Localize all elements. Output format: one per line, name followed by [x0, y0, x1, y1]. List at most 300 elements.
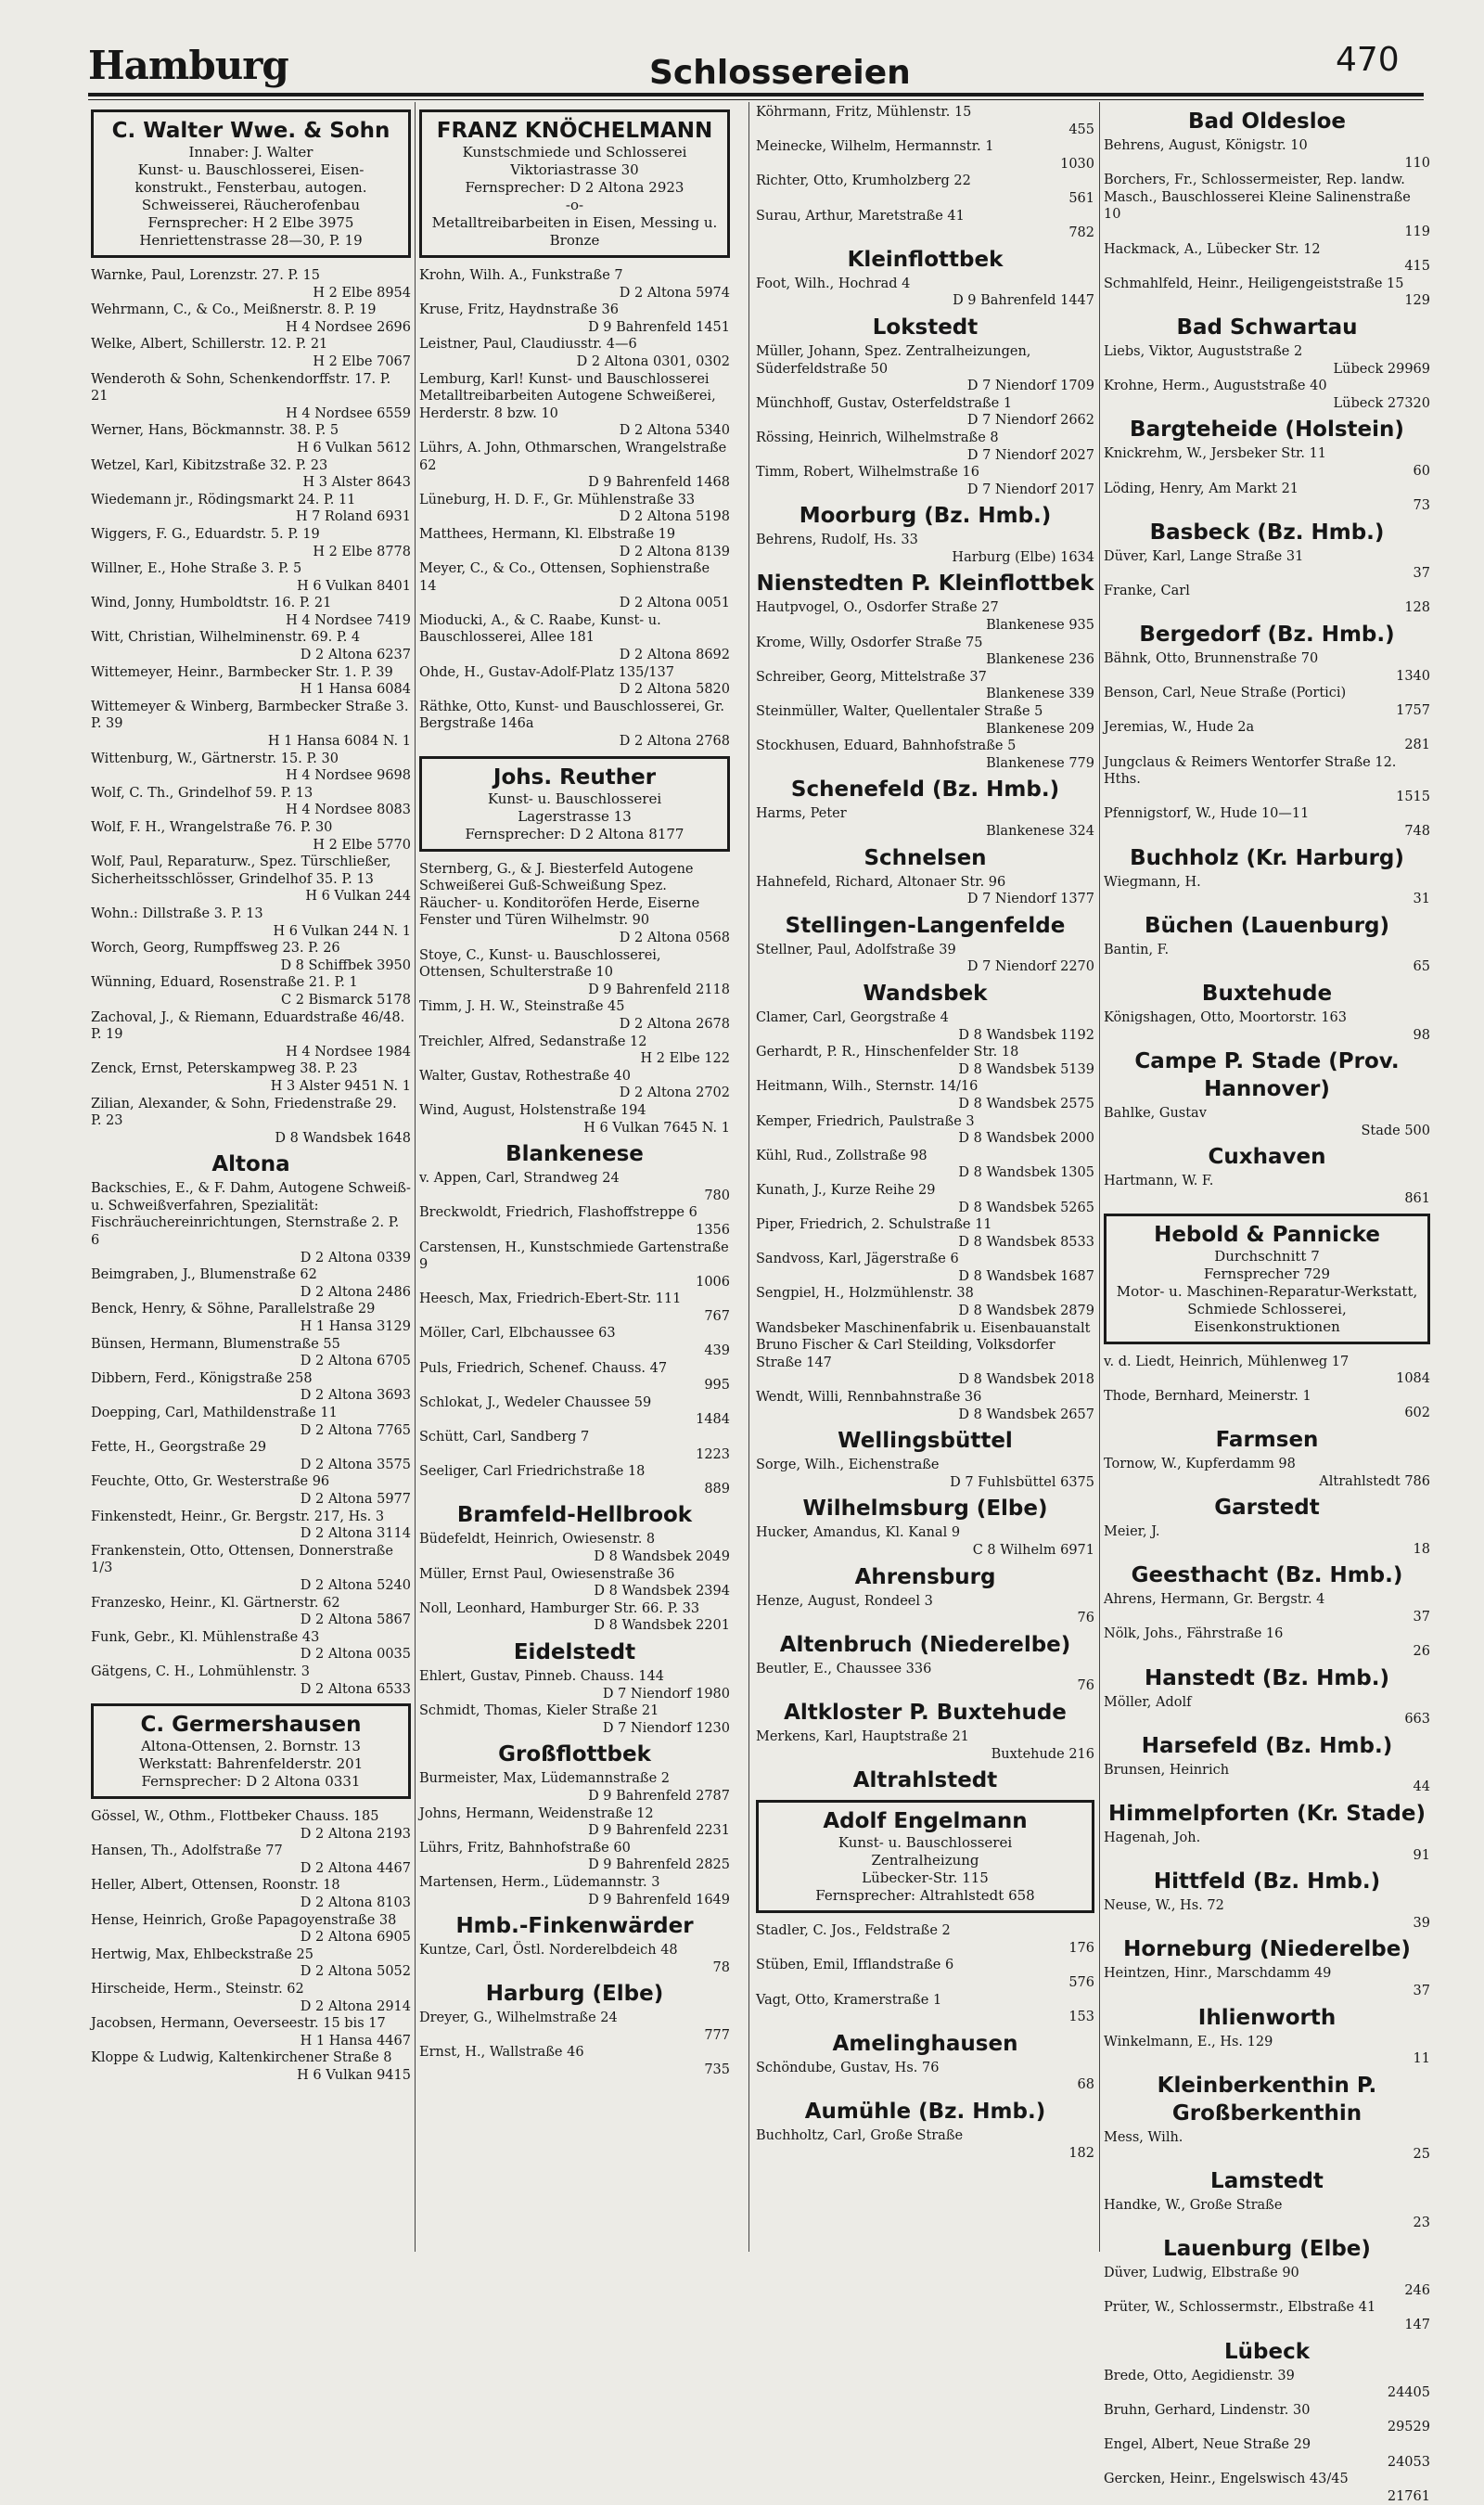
listing-phone: 31	[1413, 892, 1430, 907]
listing-entry	[1104, 1625, 1430, 1660]
advertisement-box	[1104, 1214, 1430, 1344]
listing-phone: H 6 Vulkan 7645 N. 1	[583, 1120, 730, 1136]
listing-entry	[756, 138, 1094, 173]
ad-line: Fernsprecher: Altrahlstedt 658	[815, 1887, 1035, 1905]
listing-entry	[91, 1405, 411, 1439]
ad-line: Motor- u. Maschinen-Reparatur-Werkstatt, Schmiede Schlosserei, Eisenkonstruktionen	[1116, 1282, 1418, 1335]
listing-name-address: Königshagen, Otto, Moortorstr. 163	[1104, 1009, 1347, 1025]
listing-entry	[1104, 1830, 1430, 1864]
listing-name-address: Mess, Wilh.	[1104, 2129, 1183, 2145]
listing-name-address: Liebs, Viktor, Auguststraße 2	[1104, 343, 1303, 359]
listing-phone: D 2 Altona 5240	[300, 1577, 411, 1593]
listing-entry	[756, 2060, 1094, 2094]
listing-name-address: Möller, Carl, Elbchaussee 63	[419, 1326, 616, 1342]
listing-name-address: Wolf, C. Th., Grindelhof 59. P. 13	[91, 785, 313, 801]
listing-entry	[91, 492, 411, 526]
listing-entry	[1104, 583, 1430, 617]
listing-entry	[756, 1661, 1094, 1695]
listing-phone: Blankenese 209	[986, 721, 1094, 737]
listing-name-address: Hackmack, A., Lübecker Str. 12	[1104, 241, 1321, 257]
listing-entry	[756, 703, 1094, 738]
listing-entry	[1104, 343, 1430, 378]
page-number: 470	[1336, 41, 1400, 79]
listing-entry	[419, 440, 730, 492]
listing-phone: H 2 Elbe 8778	[313, 544, 411, 559]
listing-name-address: v. d. Liedt, Heinrich, Mühlenweg 17	[1104, 1354, 1350, 1369]
listing-phone: 98	[1413, 1027, 1430, 1043]
listing-phone: 68	[1077, 2077, 1094, 2093]
listing-name-address: Franke, Carl	[1104, 583, 1190, 598]
place-heading: Altona	[211, 1152, 290, 1177]
listing-name-address: Hansen, Th., Adolfstraße 77	[91, 1843, 283, 1859]
listing-entry	[419, 1840, 730, 1874]
listing-name-address: Sandvoss, Karl, Jägerstraße 6	[756, 1252, 959, 1267]
listing-phone: D 2 Altona 2914	[300, 1998, 411, 2014]
listing-phone: H 4 Nordsee 7419	[286, 612, 411, 628]
listing-phone: D 8 Wandsbek 1687	[958, 1268, 1094, 1284]
listing-entry	[91, 560, 411, 595]
listing-entry	[91, 1096, 411, 1148]
listing-entry	[756, 1922, 1094, 1957]
listing-name-address: Zenck, Ernst, Peterskampweg 38. P. 23	[91, 1061, 358, 1077]
listing-phone: D 9 Bahrenfeld 1451	[588, 319, 730, 335]
listing-entry	[756, 208, 1094, 242]
listing-entry	[1104, 1965, 1430, 1999]
listing-name-address: Buchholtz, Carl, Große Straße	[756, 2127, 964, 2143]
listing-phone: 780	[704, 1188, 730, 1203]
listing-name-address: Behrens, Rudolf, Hs. 33	[756, 533, 918, 548]
listing-phone: 26	[1413, 1644, 1430, 1660]
listing-entry	[419, 1170, 730, 1204]
column-divider	[415, 102, 416, 2252]
listing-name-address: Köhrmann, Fritz, Mühlenstr. 15	[756, 105, 972, 120]
place-heading: Hmb.-Finkenwärder	[455, 1914, 694, 1939]
listing-entry	[419, 1566, 730, 1600]
listing-entry	[91, 854, 411, 906]
listing-name-address: Werner, Hans, Böckmannstr. 38. P. 5	[91, 423, 339, 439]
ad-line: Henriettenstrasse 28—30, P. 19	[139, 232, 363, 249]
listing-phone: D 8 Wandsbek 2657	[958, 1407, 1094, 1422]
ad-line: Zentralheizung	[871, 1852, 979, 1869]
listing-entry	[91, 457, 411, 492]
listing-entry	[91, 629, 411, 663]
advertisement-box	[91, 1703, 411, 1799]
listing-phone: 861	[1404, 1190, 1430, 1206]
listing-phone: D 7 Niendorf 2270	[966, 959, 1094, 975]
listing-phone: Lübeck 27320	[1333, 395, 1430, 411]
listing-phone: D 2 Altona 2486	[300, 1284, 411, 1300]
listing-name-address: Wohn.: Dillstraße 3. P. 13	[91, 906, 263, 921]
listing-phone: 76	[1077, 1611, 1094, 1626]
listing-phone: 782	[1068, 225, 1094, 241]
listing-name-address: Wiggers, F. G., Eduardstr. 5. P. 19	[91, 526, 320, 542]
listing-name-address: Gerhardt, P. R., Hinschenfelder Str. 18	[756, 1045, 1019, 1060]
listing-phone: D 2 Altona 2768	[619, 734, 730, 750]
listing-entry	[91, 1439, 411, 1473]
listing-entry	[1104, 548, 1430, 583]
listing-phone: H 4 Nordsee 9698	[286, 768, 411, 784]
listing-entry	[756, 1389, 1094, 1423]
listing-name-address: Kloppe & Ludwig, Kaltenkirchener Straße 8	[91, 2050, 392, 2066]
ad-line: Fernsprecher: D 2 Altona 2923	[465, 179, 684, 196]
listing-name-address: Finkenstedt, Heinr., Gr. Bergstr. 217, Hs. 3	[91, 1509, 385, 1524]
place-heading: Lübeck	[1223, 2339, 1311, 2364]
listing-entry	[91, 1301, 411, 1335]
listing-name-address: Wiegmann, H.	[1104, 874, 1201, 890]
listing-name-address: Heesch, Max, Friedrich-Ebert-Str. 111	[419, 1291, 682, 1307]
listing-name-address: Wünning, Eduard, Rosenstraße 21. P. 1	[91, 975, 358, 991]
listing-name-address: Puls, Friedrich, Schenef. Chauss. 47	[419, 1360, 668, 1376]
listing-entry	[1104, 276, 1430, 310]
listing-name-address: Münchhoff, Gustav, Osterfeldstraße 1	[756, 395, 1013, 411]
listing-name-address: Hahnefeld, Richard, Altonaer Str. 96	[756, 874, 1006, 890]
listing-name-address: Kühl, Rud., Zollstraße 98	[756, 1148, 928, 1163]
listing-entry	[756, 532, 1094, 566]
listing-phone: D 2 Altona 5340	[619, 423, 730, 439]
listing-phone: 602	[1404, 1406, 1430, 1421]
listing-entry	[1104, 1354, 1430, 1388]
column-divider	[748, 102, 749, 2252]
place-heading: Hanstedt (Bz. Hmb.)	[1145, 1665, 1389, 1690]
listing-phone: D 2 Altona 0301, 0302	[576, 353, 730, 369]
listing-name-address: Jacobsen, Hermann, Oeverseestr. 15 bis 17	[91, 2016, 386, 2032]
listing-entry	[91, 422, 411, 456]
listing-name-address: Stellner, Paul, Adolfstraße 39	[756, 942, 956, 957]
listing-entry	[1104, 137, 1430, 172]
listing-name-address: Krome, Willy, Osdorfer Straße 75	[756, 635, 983, 650]
listing-phone: H 6 Vulkan 8401	[297, 578, 411, 594]
listing-entry	[1104, 2368, 1430, 2402]
listing-entry	[419, 699, 730, 751]
listing-name-address: Vagt, Otto, Kramerstraße 1	[756, 1992, 942, 2008]
listing-entry	[1104, 1897, 1430, 1932]
listing-name-address: Sengpiel, H., Holzmühlenstr. 38	[756, 1286, 974, 1302]
listing-phone: 37	[1413, 1609, 1430, 1625]
place-heading: Altkloster P. Buxtehude	[784, 1700, 1067, 1725]
listing-name-address: Hirscheide, Herm., Steinstr. 62	[91, 1982, 304, 1998]
listing-phone: 995	[704, 1378, 730, 1394]
listing-name-address: Breckwoldt, Friedrich, Flashoffstreppe 6	[419, 1205, 697, 1221]
listing-phone: H 6 Vulkan 244 N. 1	[273, 923, 411, 939]
listing-phone: D 2 Altona 8103	[300, 1895, 411, 1911]
listing-name-address: Frankenstein, Otto, Ottensen, Donnerstraße 1/3	[91, 1543, 393, 1576]
listing-name-address: Löding, Henry, Am Markt 21	[1104, 481, 1299, 496]
listing-entry	[756, 2127, 1094, 2162]
listing-name-address: Hagenah, Joh.	[1104, 1831, 1201, 1846]
listing-phone: 1006	[696, 1274, 730, 1290]
listing-name-address: Knickrehm, W., Jersbeker Str. 11	[1104, 446, 1327, 462]
listing-name-address: Jungclaus & Reimers Wentorfer Straße 12. Hths.	[1104, 754, 1397, 788]
ad-line: Fernsprecher: H 2 Elbe 3975	[147, 214, 354, 231]
listing-phone: Blankenese 324	[986, 824, 1094, 839]
listing-phone: D 8 Wandsbek 5265	[958, 1200, 1094, 1215]
listing-name-address: Dreyer, G., Wilhelmstraße 24	[419, 2010, 618, 2026]
listing-entry	[419, 302, 730, 336]
listing-name-address: Schmahlfeld, Heinr., Heiligengeiststraße 15	[1104, 276, 1404, 291]
place-heading: Moorburg (Bz. Hmb.)	[799, 504, 1052, 529]
listing-entry	[91, 940, 411, 974]
listing-phone: 24053	[1387, 2454, 1430, 2470]
header-rule	[88, 93, 1424, 96]
advertisement-box	[91, 109, 411, 258]
place-heading: Bargteheide (Holstein)	[1130, 418, 1404, 443]
listing-name-address: Willner, E., Hohe Straße 3. P. 5	[91, 561, 302, 577]
listing-name-address: Sternberg, G., & J. Biesterfeld Autogene Schweißerei Guß-Schweißung Spez. Räucher- u. Konditoröfen Herde, Eiserne Fenster und Türen Wilhelmstr. 90	[419, 861, 700, 929]
listing-phone: H 6 Vulkan 244	[305, 889, 411, 905]
place-heading: Lauenburg (Elbe)	[1163, 2237, 1371, 2262]
listing-name-address: Henze, August, Rondeel 3	[756, 1593, 933, 1609]
listing-name-address: Wetzel, Karl, Kibitzstraße 32. P. 23	[91, 457, 328, 473]
listing-entry	[1104, 1456, 1430, 1490]
listing-name-address: Sorge, Wilh., Eichenstraße	[756, 1458, 940, 1473]
listing-entry	[419, 1942, 730, 1976]
listing-entry	[91, 1664, 411, 1698]
listing-entry	[1104, 2436, 1430, 2471]
ad-line: Kunst- u. Bauschlosserei	[838, 1834, 1013, 1852]
listing-phone: 11	[1413, 2051, 1430, 2067]
listing-entry	[91, 751, 411, 785]
listing-phone: H 7 Roland 6931	[295, 509, 411, 525]
listing-phone: D 8 Wandsbek 5139	[958, 1061, 1094, 1077]
listing-phone: 1223	[696, 1446, 730, 1462]
place-heading: Farmsen	[1215, 1427, 1319, 1452]
ad-company-name: C. Germershausen	[140, 1713, 362, 1738]
listing-phone: 25	[1413, 2147, 1430, 2163]
ad-line: konstrukt., Fensterbau, autogen.	[134, 179, 367, 196]
place-heading: Wandsbek	[863, 981, 988, 1006]
listing-name-address: Kemper, Friedrich, Paulstraße 3	[756, 1113, 975, 1129]
listing-entry	[419, 1770, 730, 1805]
listing-name-address: Jeremias, W., Hude 2a	[1104, 720, 1255, 736]
place-heading: Bramfeld-Hellbrook	[456, 1503, 693, 1528]
listing-name-address: Meinecke, Wilhelm, Hermannstr. 1	[756, 139, 994, 155]
listing-name-address: Lemburg, Karl! Kunst- und Bauschlosserei Metalltreibarbeiten Autogene Schweißerei, Herderstr. 8 bzw. 10	[419, 371, 716, 421]
listing-phone: D 9 Bahrenfeld 2787	[588, 1788, 730, 1804]
listing-entry	[1104, 2265, 1430, 2299]
listing-phone: H 1 Hansa 3129	[300, 1319, 411, 1335]
listing-phone: D 8 Wandsbek 1648	[275, 1130, 411, 1146]
listing-name-address: Doepping, Carl, Mathildenstraße 11	[91, 1406, 338, 1420]
listing-phone: 78	[712, 1959, 730, 1975]
listing-phone: 44	[1413, 1779, 1430, 1795]
column-1	[91, 104, 411, 2254]
place-heading: Kleinberkenthin P. Großberkenthin	[1157, 2073, 1377, 2126]
listing-name-address: Hartmann, W. F.	[1104, 1174, 1214, 1189]
listing-phone: D 2 Altona 5867	[300, 1612, 411, 1628]
listing-entry	[1104, 874, 1430, 908]
listing-name-address: Krohne, Herm., Auguststraße 40	[1104, 379, 1327, 394]
place-heading: Buchholz (Kr. Harburg)	[1130, 845, 1404, 870]
listing-entry	[91, 699, 411, 751]
listing-entry	[756, 1009, 1094, 1044]
listing-phone: D 2 Altona 3575	[300, 1457, 411, 1472]
listing-phone: 18	[1413, 1541, 1430, 1557]
place-heading: Aumühle (Bz. Hmb.)	[804, 2099, 1046, 2124]
listing-name-address: Lüneburg, H. D. F., Gr. Mühlenstraße 33	[419, 492, 696, 507]
ad-line: Lübecker-Str. 115	[862, 1869, 989, 1887]
listing-phone: D 2 Altona 5974	[619, 285, 730, 301]
listing-name-address: Schmidt, Thomas, Kieler Straße 21	[419, 1703, 659, 1719]
listing-entry	[419, 1068, 730, 1102]
listing-phone: D 8 Wandsbek 2049	[594, 1549, 730, 1564]
listing-name-address: Wiedemann jr., Rödingsmarkt 24. P. 11	[91, 492, 356, 507]
listing-entry	[756, 805, 1094, 840]
listing-phone: D 8 Wandsbek 1192	[958, 1027, 1094, 1043]
ad-line: -o-	[565, 197, 584, 213]
listing-name-address: Kuntze, Carl, Östl. Norderelbdeich 48	[419, 1943, 678, 1959]
listing-phone: 777	[704, 2027, 730, 2043]
place-heading: Blankenese	[505, 1142, 644, 1167]
listing-phone: H 2 Elbe 7067	[313, 353, 411, 369]
listing-entry	[419, 1204, 730, 1239]
listing-entry	[756, 1285, 1094, 1319]
listing-entry	[756, 173, 1094, 207]
listing-name-address: Franzesko, Heinr., Kl. Gärtnerstr. 62	[91, 1595, 340, 1611]
listing-entry	[91, 595, 411, 629]
listing-entry	[756, 669, 1094, 703]
listing-entry	[756, 104, 1094, 138]
place-heading: Campe P. Stade (Prov. Hannover)	[1134, 1049, 1400, 1102]
listing-entry	[756, 1593, 1094, 1627]
ad-company-name: Hebold & Pannicke	[1154, 1222, 1380, 1247]
listing-name-address: Bantin, F.	[1104, 942, 1170, 957]
listing-phone: D 2 Altona 3693	[300, 1388, 411, 1404]
listing-name-address: Matthees, Hermann, Kl. Elbstraße 19	[419, 526, 676, 542]
listing-entry	[1104, 942, 1430, 976]
listing-entry	[91, 1543, 411, 1595]
listing-entry	[1104, 1173, 1430, 1207]
listing-name-address: Bruhn, Gerhard, Lindenstr. 30	[1104, 2402, 1311, 2418]
listing-name-address: Leistner, Paul, Claudiusstr. 4—6	[419, 337, 637, 353]
listing-entry	[91, 1946, 411, 1981]
listing-phone: 576	[1068, 1974, 1094, 1990]
listing-entry	[756, 599, 1094, 634]
listing-entry	[419, 1325, 730, 1359]
listing-entry	[91, 1912, 411, 1946]
listing-name-address: Winkelmann, E., Hs. 129	[1104, 2034, 1273, 2049]
place-heading: Großflottbek	[498, 1742, 651, 1767]
ad-line: Kunst- u. Bauschlosserei	[487, 790, 662, 807]
listing-phone: H 4 Nordsee 8083	[286, 803, 411, 818]
listing-name-address: Behrens, August, Königstr. 10	[1104, 138, 1308, 153]
listing-entry	[1104, 378, 1430, 412]
column-4	[1104, 104, 1430, 2504]
place-heading: Cuxhaven	[1208, 1145, 1326, 1170]
listing-phone: 37	[1413, 566, 1430, 582]
listing-phone: D 2 Altona 6705	[300, 1354, 411, 1369]
ad-line: Lagerstrasse 13	[518, 807, 632, 825]
listing-entry	[1104, 1762, 1430, 1796]
listing-entry	[91, 1009, 411, 1061]
listing-phone: H 4 Nordsee 2696	[286, 319, 411, 335]
listing-phone: D 2 Altona 6905	[300, 1930, 411, 1946]
listing-phone: 73	[1413, 498, 1430, 514]
listing-name-address: Müller, Johann, Spez. Zentralheizungen, Süderfeldstraße 50	[756, 343, 1031, 377]
listing-entry	[91, 1060, 411, 1095]
listing-phone: 129	[1404, 293, 1430, 309]
ad-line: Schweisserei, Räucherofenbau	[141, 197, 361, 213]
listing-name-address: Wittemeyer, Heinr., Barmbecker Str. 1. P. 39	[91, 664, 393, 680]
listing-entry	[756, 635, 1094, 669]
listing-name-address: Martensen, Herm., Lüdemannstr. 3	[419, 1874, 660, 1890]
listing-phone: 1340	[1396, 668, 1430, 684]
listing-name-address: Burmeister, Max, Lüdemannstraße 2	[419, 1771, 671, 1787]
listing-phone: D 8 Schiffbek 3950	[280, 957, 411, 973]
listing-name-address: Wehrmann, C., & Co., Meißnerstr. 8. P. 19	[91, 302, 377, 318]
listing-entry	[419, 560, 730, 612]
listing-name-address: Bahlke, Gustav	[1104, 1106, 1207, 1122]
listing-phone: D 9 Bahrenfeld 1649	[588, 1892, 730, 1908]
listing-phone: D 7 Niendorf 1709	[966, 379, 1094, 394]
listing-phone: D 9 Bahrenfeld 2231	[588, 1823, 730, 1839]
listing-entry	[756, 1044, 1094, 1078]
listing-phone: 110	[1404, 155, 1430, 171]
place-heading: Nienstedten P. Kleinflottbek	[756, 572, 1094, 597]
listing-entry	[419, 1102, 730, 1137]
place-heading: Garstedt	[1214, 1496, 1320, 1521]
listing-phone: Buxtehude 216	[991, 1746, 1094, 1762]
listing-name-address: Worch, Georg, Rumpffsweg 23. P. 26	[91, 941, 340, 957]
header-rule-thin	[88, 99, 1424, 100]
listing-entry	[91, 1629, 411, 1664]
listing-phone: 1356	[696, 1222, 730, 1238]
listing-phone: D 2 Altona 8692	[619, 648, 730, 663]
listing-name-address: Meyer, C., & Co., Ottensen, Sophienstraße 14	[419, 561, 710, 594]
listing-phone: 24405	[1387, 2385, 1430, 2401]
listing-name-address: Wittemeyer & Winberg, Barmbecker Straße 3. P. 39	[91, 699, 409, 732]
place-heading: Bad Oldesloe	[1188, 109, 1346, 134]
listing-name-address: Krohn, Wilh. A., Funkstraße 7	[419, 268, 623, 283]
listing-name-address: Heller, Albert, Ottensen, Roonstr. 18	[91, 1878, 340, 1894]
listing-phone: 561	[1068, 190, 1094, 206]
listing-name-address: Bähnk, Otto, Brunnenstraße 70	[1104, 651, 1319, 667]
listing-entry	[1104, 1523, 1430, 1558]
listing-phone: 889	[704, 1481, 730, 1497]
place-heading: Buxtehude	[1201, 981, 1333, 1006]
listing-entry	[91, 664, 411, 699]
listing-name-address: Zachoval, J., & Riemann, Eduardstraße 46/48. P. 19	[91, 1009, 405, 1043]
listing-phone: 767	[704, 1308, 730, 1324]
listing-name-address: Welke, Albert, Schillerstr. 12. P. 21	[91, 337, 328, 353]
listing-phone: D 9 Bahrenfeld 2118	[588, 982, 730, 997]
place-heading: Schenefeld (Bz. Hmb.)	[790, 777, 1060, 803]
listing-name-address: Gercken, Heinr., Engelswisch 43/45	[1104, 2472, 1349, 2487]
listing-name-address: Gätgens, C. H., Lohmühlenstr. 3	[91, 1664, 310, 1679]
place-heading: Kleinflottbek	[847, 247, 1004, 272]
listing-name-address: Stoye, C., Kunst- u. Bauschlosserei, Ottensen, Schulterstraße 10	[419, 947, 661, 981]
listing-name-address: Schütt, Carl, Sandberg 7	[419, 1430, 590, 1445]
listing-phone: D 8 Wandsbek 1305	[958, 1165, 1094, 1181]
listing-phone: 1484	[696, 1412, 730, 1428]
listing-phone: D 8 Wandsbek 2000	[958, 1131, 1094, 1147]
place-heading: Horneburg (Niederelbe)	[1123, 1937, 1411, 1962]
listing-entry	[756, 395, 1094, 430]
listing-name-address: Johns, Hermann, Weidenstraße 12	[419, 1805, 654, 1821]
listing-entry	[419, 1874, 730, 1908]
listing-entry	[91, 1808, 411, 1843]
listing-entry	[419, 1600, 730, 1635]
ad-line: Kunstschmiede und Schlosserei	[462, 144, 687, 161]
listing-entry	[1104, 481, 1430, 515]
listing-name-address: Beutler, E., Chaussee 336	[756, 1661, 932, 1676]
listing-phone: D 2 Altona 5198	[619, 509, 730, 525]
listing-entry	[756, 1216, 1094, 1251]
section-heading: Schlossereien	[649, 54, 911, 92]
listing-name-address: Treichler, Alfred, Sedanstraße 12	[419, 1034, 647, 1049]
listing-name-address: Warnke, Paul, Lorenzstr. 27. P. 15	[91, 268, 320, 283]
place-heading: Himmelpforten (Kr. Stade)	[1108, 1802, 1426, 1827]
listing-entry	[1104, 1105, 1430, 1139]
